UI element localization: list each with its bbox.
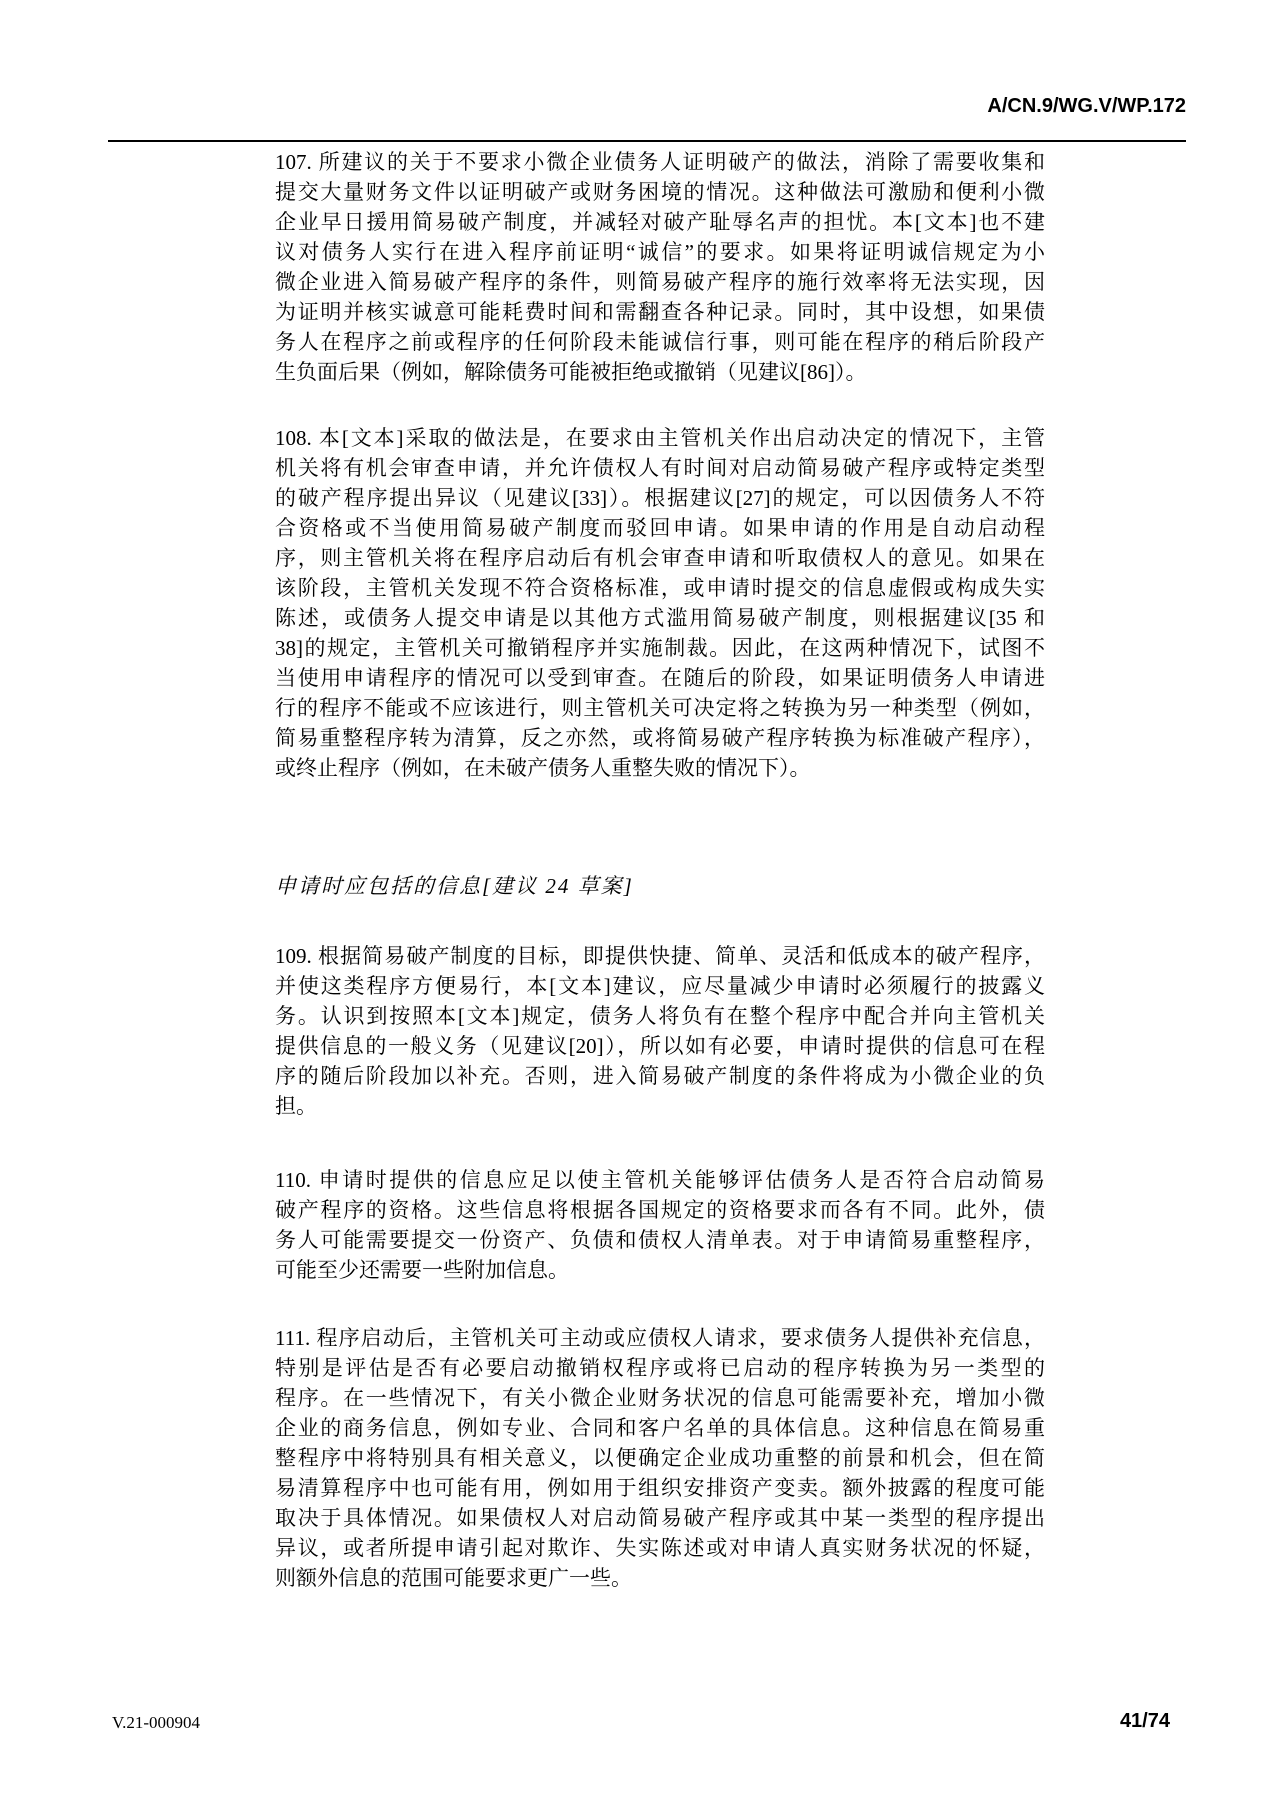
text-line: 该阶段，主管机关发现不符合资格标准，或申请时提交的信息虚假或构成失实 xyxy=(275,576,1045,600)
text-line: 陈述，或债务人提交申请是以其他方式滥用简易破产制度，则根据建议[35 和 xyxy=(275,606,1045,630)
text-line: 议对债务人实行在进入程序前证明“诚信”的要求。如果将证明诚信规定为小 xyxy=(275,240,1045,264)
text-line: 务人在程序之前或程序的任何阶段未能诚信行事，则可能在程序的稍后阶段产 xyxy=(275,330,1045,354)
text-line: 取决于具体情况。如果债权人对启动简易破产程序或其中某一类型的程序提出 xyxy=(275,1506,1045,1530)
text-line: 序，则主管机关将在程序启动后有机会审查申请和听取债权人的意见。如果在 xyxy=(275,546,1045,570)
text-line: 异议，或者所提申请引起对欺诈、失实陈述或对申请人真实财务状况的怀疑， xyxy=(275,1536,1045,1560)
text-line: 程序。在一些情况下，有关小微企业财务状况的信息可能需要补充，增加小微 xyxy=(275,1386,1045,1410)
text-line: 109. 根据简易破产制度的目标，即提供快捷、简单、灵活和低成本的破产程序， xyxy=(275,944,1045,968)
text-line: 易清算程序中也可能有用，例如用于组织安排资产变卖。额外披露的程度可能 xyxy=(275,1476,1045,1500)
text-line: 提交大量财务文件以证明破产或财务困境的情况。这种做法可激励和便利小微 xyxy=(275,180,1045,204)
text-line: 破产程序的资格。这些信息将根据各国规定的资格要求而各有不同。此外，债 xyxy=(275,1198,1045,1222)
text-line: 序的随后阶段加以补充。否则，进入简易破产制度的条件将成为小微企业的负 xyxy=(275,1064,1045,1088)
paragraph xyxy=(275,423,1045,783)
section-heading xyxy=(275,871,1045,901)
paragraph xyxy=(275,147,1045,387)
text-line: 111. 程序启动后，主管机关可主动或应债权人请求，要求债务人提供补充信息， xyxy=(275,1326,1045,1350)
text-line: 38]的规定，主管机关可撤销程序并实施制裁。因此，在这两种情况下，试图不 xyxy=(275,636,1045,660)
text-line: 申请时应包括的信息[建议 24 草案] xyxy=(275,874,634,898)
header-rule xyxy=(108,140,1186,142)
text-line: 110. 申请时提供的信息应足以使主管机关能够评估债务人是否符合启动简易 xyxy=(275,1168,1045,1192)
document-body xyxy=(275,147,1045,1593)
paragraph xyxy=(275,1323,1045,1593)
text-line: 108. 本[文本]采取的做法是，在要求由主管机关作出启动决定的情况下，主管 xyxy=(275,426,1045,450)
text-line: 整程序中将特别具有相关意义，以便确定企业成功重整的前景和机会，但在简 xyxy=(275,1446,1045,1470)
text-line: 担。 xyxy=(275,1094,317,1118)
text-line: 为证明并核实诚意可能耗费时间和需翻查各种记录。同时，其中设想，如果债 xyxy=(275,300,1045,324)
text-line: 简易重整程序转为清算，反之亦然，或将简易破产程序转换为标准破产程序）， xyxy=(275,726,1045,750)
text-line: 务人可能需要提交一份资产、负债和债权人清单表。对于申请简易重整程序， xyxy=(275,1228,1045,1252)
paragraph xyxy=(275,1165,1045,1285)
footer-job-number: V.21-000904 xyxy=(112,1713,200,1732)
paragraph xyxy=(275,941,1045,1121)
text-line: 行的程序不能或不应该进行，则主管机关可决定将之转换为另一种类型（例如， xyxy=(275,696,1045,720)
text-line: 微企业进入简易破产程序的条件，则简易破产程序的施行效率将无法实现，因 xyxy=(275,270,1045,294)
text-line: 务。认识到按照本[文本]规定，债务人将负有在整个程序中配合并向主管机关 xyxy=(275,1004,1045,1028)
text-line: 或终止程序（例如，在未破产债务人重整失败的情况下）。 xyxy=(275,756,811,780)
text-line: 的破产程序提出异议（见建议[33]）。根据建议[27]的规定，可以因债务人不符 xyxy=(275,486,1045,510)
text-line: 机关将有机会审查申请，并允许债权人有时间对启动简易破产程序或特定类型 xyxy=(275,456,1045,480)
text-line: 合资格或不当使用简易破产制度而驳回申请。如果申请的作用是自动启动程 xyxy=(275,516,1045,540)
text-line: 107. 所建议的关于不要求小微企业债务人证明破产的做法，消除了需要收集和 xyxy=(275,150,1045,174)
text-line: 生负面后果（例如，解除债务可能被拒绝或撤销（见建议[86]）。 xyxy=(275,360,867,384)
text-line: 当使用申请程序的情况可以受到审查。在随后的阶段，如果证明债务人申请进 xyxy=(275,666,1045,690)
text-line: 并使这类程序方便易行，本[文本]建议，应尽量减少申请时必须履行的披露义 xyxy=(275,974,1045,998)
header-doc-symbol: A/CN.9/WG.V/WP.172 xyxy=(987,95,1186,117)
text-line: 可能至少还需要一些附加信息。 xyxy=(275,1258,569,1282)
text-line: 则额外信息的范围可能要求更广一些。 xyxy=(275,1566,632,1590)
footer-page-number: 41/74 xyxy=(1119,1710,1170,1732)
text-line: 特别是评估是否有必要启动撤销权程序或将已启动的程序转换为另一类型的 xyxy=(275,1356,1045,1380)
text-line: 提供信息的一般义务（见建议[20]），所以如有必要，申请时提供的信息可在程 xyxy=(275,1034,1045,1058)
text-line: 企业的商务信息，例如专业、合同和客户名单的具体信息。这种信息在简易重 xyxy=(275,1416,1045,1440)
text-line: 企业早日援用简易破产制度，并减轻对破产耻辱名声的担忧。本[文本]也不建 xyxy=(275,210,1045,234)
